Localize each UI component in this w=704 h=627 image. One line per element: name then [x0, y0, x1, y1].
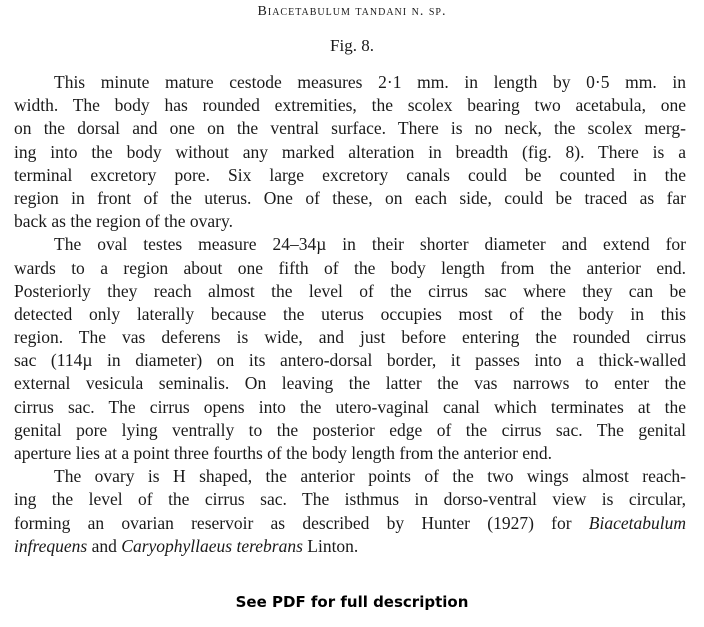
paragraph — [14, 71, 686, 233]
see-pdf-note: See PDF for full description — [235, 593, 469, 611]
paragraph — [14, 233, 686, 465]
text-line — [14, 164, 686, 187]
text-line — [14, 326, 686, 349]
text-segment: detected only laterally because the uterus occupies most of the body in this — [14, 303, 686, 324]
text-segment: and — [87, 535, 122, 556]
text-line — [14, 303, 686, 326]
text-segment: sac (114µ in diameter) on its antero-dorsal border, it passes into a thick-walled — [14, 350, 686, 371]
text-segment: This minute mature cestode measures 2·1 mm. in length by 0·5 mm. in — [54, 72, 686, 92]
text-line — [14, 187, 686, 210]
text-segment: width. The body has rounded extremities, the scolex bearing two acetabula, one — [14, 95, 686, 116]
text-line — [14, 233, 686, 256]
text-line — [14, 535, 686, 558]
text-segment: ing into the body without any marked alteration in breadth (fig. 8). There is a — [14, 141, 686, 162]
text-line — [14, 372, 686, 395]
text-segment: aperture lies at a point three fourths of the body length from the anterior end. — [14, 443, 552, 463]
text-line — [14, 419, 686, 442]
text-segment: cirrus sac. The cirrus opens into the utero-vaginal canal which terminates at the — [14, 396, 686, 417]
italic-text: Biacetabulum — [588, 512, 686, 533]
text-line — [14, 257, 686, 280]
italic-text: Caryophyllaeus terebrans — [121, 535, 303, 556]
text-segment: external vesicula seminalis. On leaving the latter the vas narrows to enter the — [14, 373, 686, 394]
text-line — [14, 396, 686, 419]
text-line — [14, 512, 686, 535]
text-segment: Posteriorly they reach almost the level of the cirrus sac where they can be — [14, 280, 686, 301]
text-segment: on the dorsal and one on the ventral surface. There is no neck, the scolex merg- — [14, 118, 686, 139]
text-line — [14, 349, 686, 372]
text-segment: The ovary is H shaped, the anterior points of the two wings almost reach- — [54, 466, 686, 487]
text-line — [14, 442, 686, 465]
text-segment: genital pore lying ventrally to the posterior edge of the cirrus sac. The genital — [14, 419, 686, 440]
text-line — [14, 465, 686, 488]
text-segment: back as the region of the ovary. — [14, 211, 233, 232]
text-line — [14, 141, 686, 164]
text-line — [14, 488, 686, 511]
text-segment: region in front of the uterus. One of these, on each side, could be traced as far — [14, 187, 686, 208]
italic-text: infrequens — [14, 535, 88, 556]
paragraph — [14, 465, 686, 558]
body-text — [14, 71, 686, 558]
text-line — [14, 280, 686, 303]
text-line — [14, 210, 686, 233]
text-segment: forming an ovarian reservoir as described by Hunter (1927) for — [14, 512, 589, 533]
text-line — [14, 71, 686, 94]
text-segment: The oval testes measure 24–34µ in their shorter diameter and extend for — [54, 234, 686, 255]
running-head: Biacetabulum tandani n. sp. — [257, 4, 447, 19]
text-segment: terminal excretory pore. Six large excretory canals could be counted in the — [14, 164, 686, 185]
text-line — [14, 117, 686, 140]
text-segment: region. The vas deferens is wide, and just before entering the rounded cirrus — [14, 327, 686, 348]
text-segment: Linton. — [302, 535, 359, 556]
text-segment: wards to a region about one fifth of the body length from the anterior end. — [14, 257, 686, 278]
figure-label: Fig. 8. — [330, 36, 374, 55]
text-segment: ing the level of the cirrus sac. The isthmus in dorso-ventral view is circular, — [14, 489, 686, 510]
text-line — [14, 94, 686, 117]
